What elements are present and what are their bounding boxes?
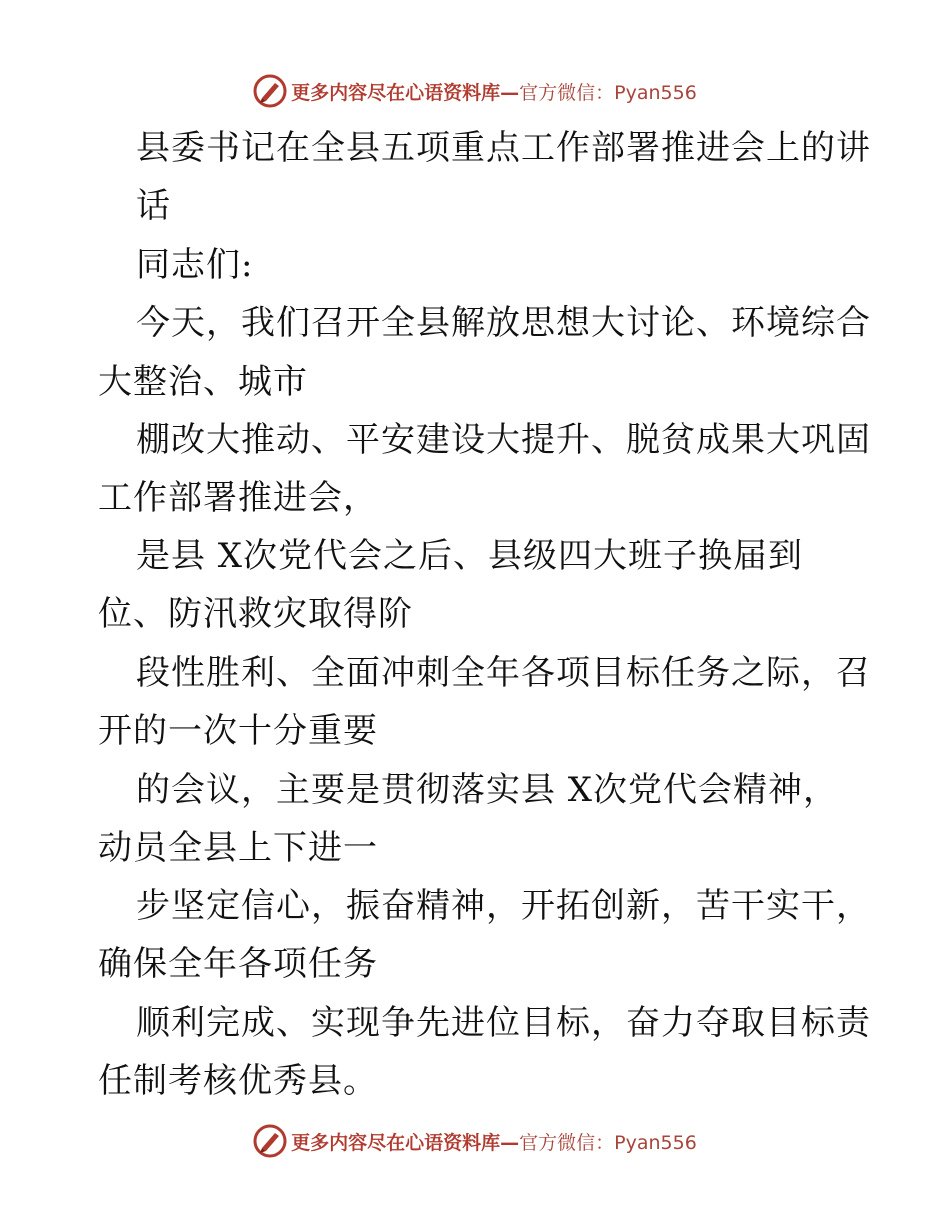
paragraph-line: 的会议，主要是贯彻落实县 X次党代会精神， (136, 770, 839, 810)
document-title-line-1: 县委书记在全县五项重点工作部署推进会上的讲 (136, 128, 871, 168)
paragraph-line: 大整治、城市 (98, 362, 308, 402)
watermark-wechat: 官方微信：Pyan556 (519, 81, 697, 104)
paragraph-line: 段性胜利、全面冲刺全年各项目标任务之际，召 (136, 653, 871, 693)
watermark-main: 更多内容尽在心语资料库— (291, 1131, 520, 1154)
paragraph-line: 确保全年各项任务 (98, 944, 378, 984)
paragraph-line: 动员全县上下进一 (98, 828, 378, 868)
watermark-main: 更多内容尽在心语资料库— (291, 81, 520, 104)
watermark-wechat: 官方微信：Pyan556 (519, 1131, 697, 1154)
salutation: 同志们: (136, 245, 254, 285)
paragraph-line: 工作部署推进会， (98, 478, 378, 518)
paragraph-line: 步坚定信心，振奋精神，开拓创新，苦干实干， (136, 886, 871, 926)
watermark-text (291, 78, 697, 105)
pen-logo-icon (253, 74, 287, 108)
paragraph-line: 位、防汛救灾取得阶 (98, 594, 413, 634)
paragraph-line: 是县 X次党代会之后、县级四大班子换届到 (136, 536, 804, 576)
paragraph-line: 任制考核优秀县。 (98, 1061, 378, 1101)
watermark-text (291, 1128, 697, 1155)
paragraph-line: 顺利完成、实现争先进位目标，奋力夺取目标责 (136, 1003, 871, 1043)
header-watermark (0, 71, 950, 111)
pen-logo-icon (253, 1124, 287, 1158)
paragraph-line: 今天，我们召开全县解放思想大讨论、环境综合 (136, 303, 871, 343)
paragraph-line: 棚改大推动、平安建设大提升、脱贫成果大巩固 (136, 420, 871, 460)
document-title-line-2: 话 (136, 186, 171, 226)
footer-watermark (0, 1121, 950, 1161)
paragraph-line: 开的一次十分重要 (98, 711, 378, 751)
